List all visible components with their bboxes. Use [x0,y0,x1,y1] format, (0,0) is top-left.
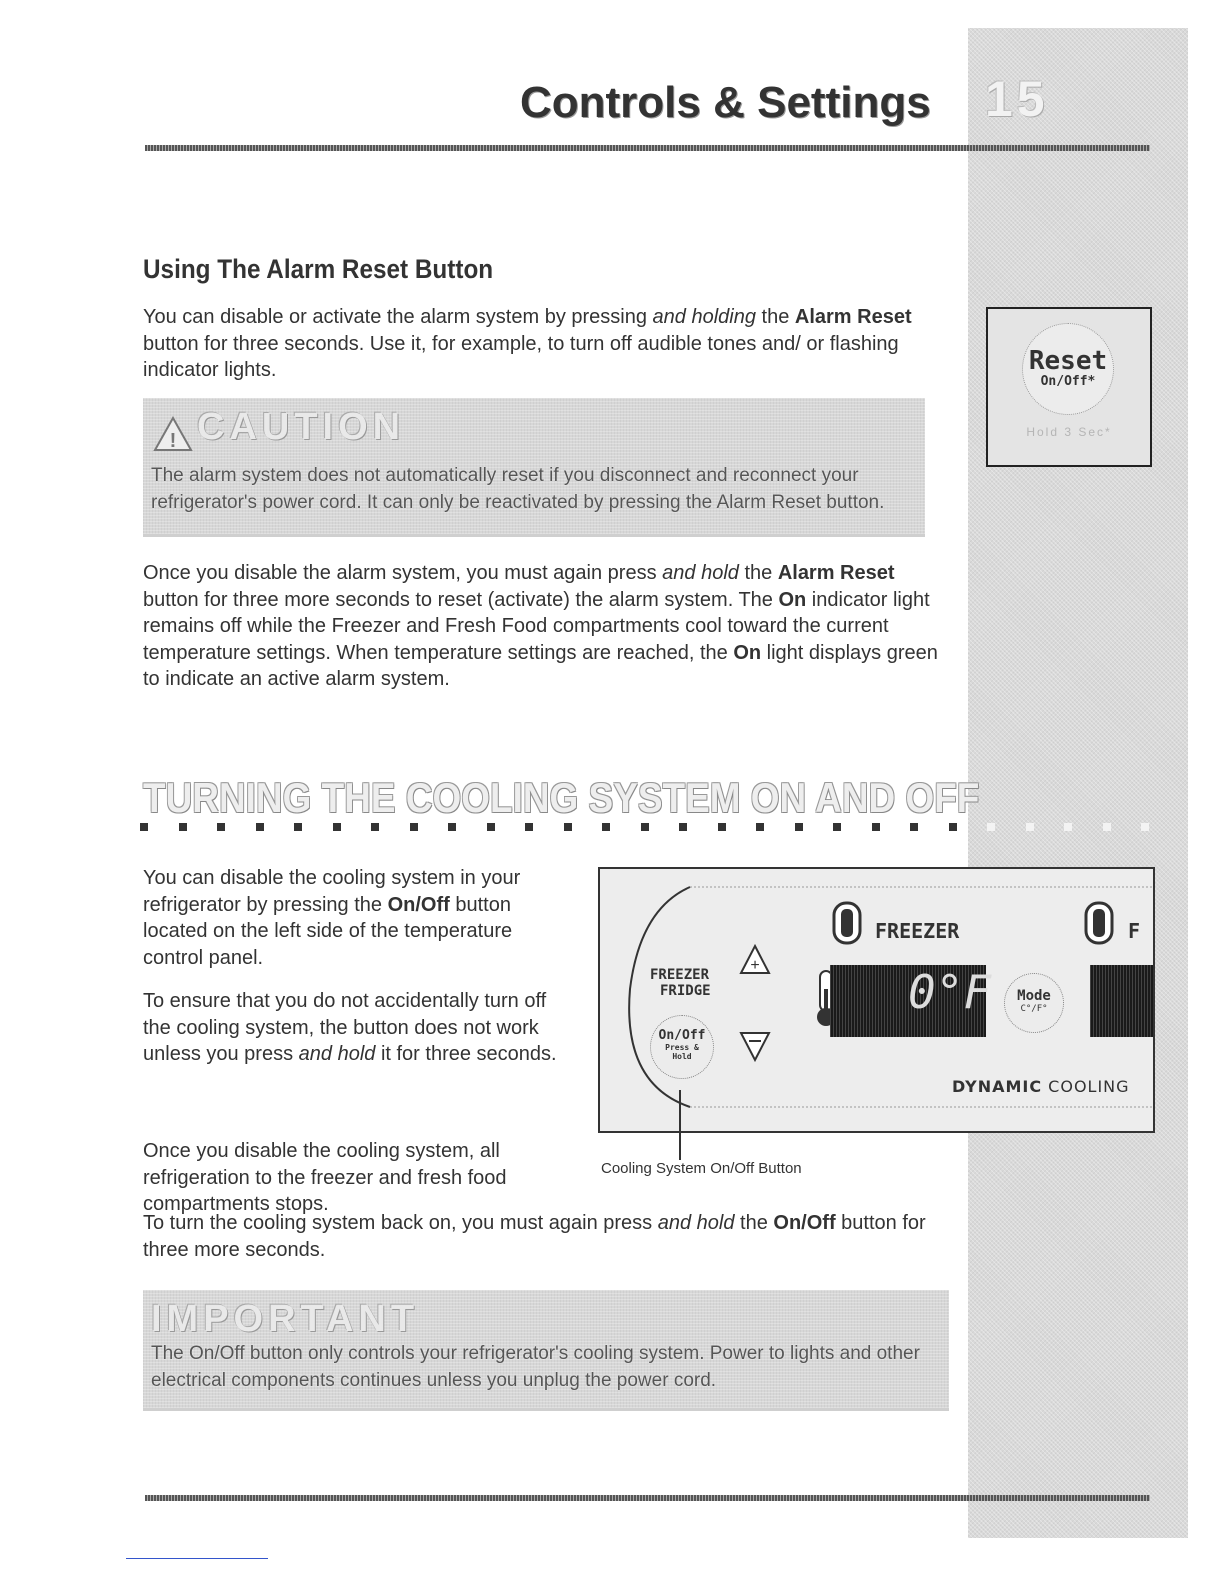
mode-label: Mode [1017,988,1051,1004]
mode-button [1004,973,1064,1033]
dotted-rule-square [448,823,456,831]
heading-dotted-rule [140,823,1160,833]
page-title: Controls & Settings [520,78,931,127]
temperature-up-icon [738,943,772,977]
page-number: 15 [985,71,1049,127]
dotted-rule-square [1141,823,1149,831]
dotted-rule-square [564,823,572,831]
cooling-paragraph-1: You can disable the cooling system in your refrigerator by pressing the On/Off button located on the left side of the temperature control panel. [143,867,521,969]
warning-triangle-icon [153,416,193,452]
dotted-rule-square [179,823,187,831]
temperature-display [830,965,992,1037]
svg-text:+: + [750,957,760,974]
onoff-sub-label: Press & [665,1043,699,1052]
cooling-section-heading: TURNING THE COOLING SYSTEM ON AND OFF [143,774,980,821]
display-value: 0°F [908,965,992,1019]
important-box [143,1290,949,1411]
dotted-rule-square [140,823,148,831]
dotted-rule-square [718,823,726,831]
dotted-rule-square [949,823,957,831]
dotted-rule-square [333,823,341,831]
freezer-select-label: FREEZER [650,967,710,983]
cooling-paragraph-2: To ensure that you do not accidentally turn off the cooling system, the button does not work unless you press and hold it for three seconds. [143,990,557,1065]
onoff-hold-label: Hold [672,1052,692,1061]
dotted-rule-square [1064,823,1072,831]
footer-rule [145,1495,1150,1501]
dotted-rule-square [256,823,264,831]
dotted-rule-square [679,823,687,831]
temperature-down-icon [738,1029,772,1063]
dotted-rule-square [910,823,918,831]
mode-sub-label: C°/F° [1020,1004,1048,1014]
dotted-rule-square [641,823,649,831]
dotted-rule-square [795,823,803,831]
alarm-second-paragraph: Once you disable the alarm system, you must again press and hold the Alarm Reset button for three more seconds to reset (activate) the alarm system. The On indicator light remains off while the Freezer and Fresh Food compartments cool toward the current temperature settings. When temperature settings are reached, the On light displays green to indicate an active alarm system. [143,562,938,690]
important-heading: IMPORTANT [151,1298,420,1340]
dotted-rule-square [1103,823,1111,831]
onoff-button [650,1015,714,1079]
dotted-rule-square [602,823,610,831]
dotted-rule-square [371,823,379,831]
fridge-dial-icon [1084,901,1114,945]
dotted-rule-square [410,823,418,831]
dynamic-cooling-label: DYNAMIC COOLING [952,1077,1130,1096]
alarm-intro-paragraph: You can disable or activate the alarm system by pressing and holding the Alarm Reset button for three seconds. Use it, for example, to turn off audible tones and/ or flashing indicator lights. [143,306,912,381]
callout-caption: Cooling System On/Off Button [601,1160,802,1177]
dotted-rule-square [217,823,225,831]
header-rule [145,145,1150,151]
reset-button-illustration [986,307,1152,467]
dotted-rule-square [756,823,764,831]
caution-box [143,398,925,537]
freezer-dial-icon [832,901,862,945]
page-sidebar-band [968,28,1188,1538]
dotted-rule-square [987,823,995,831]
callout-line [679,1090,681,1160]
dotted-rule-square [833,823,841,831]
onoff-label: On/Off [658,1028,706,1043]
important-text: The On/Off button only controls your refrigerator's cooling system. Power to lights and other electrical components continues unless you unplug the power cord. [151,1343,920,1391]
cooling-paragraph-4: To turn the cooling system back on, you must again press and hold the On/Off button for three more seconds. [143,1212,926,1261]
footer-link-line [126,1558,268,1559]
dotted-rule-square [525,823,533,831]
reset-label: Reset [1028,346,1108,376]
fridge-label-partial: F [1128,919,1141,943]
dotted-rule-square [1026,823,1034,831]
dotted-rule-square [294,823,302,831]
reset-hold-label: Hold 3 Sec* [1026,425,1112,439]
fridge-select-label: FRIDGE [660,983,711,999]
temperature-control-panel-illustration [598,867,1155,1133]
caution-text: The alarm system does not automatically reset if you disconnect and reconnect your refrigerator's power cord. It can only be reactivated by pressing the Alarm Reset button. [151,465,885,513]
freezer-label: FREEZER [875,919,960,943]
alarm-section-heading: Using The Alarm Reset Button [143,254,494,284]
caution-heading: CAUTION [197,406,406,448]
svg-text:!: ! [169,430,177,452]
reset-button-circle [1022,323,1114,415]
cooling-paragraph-3: Once you disable the cooling system, all refrigeration to the freezer and fresh food compartments stops. [143,1140,507,1215]
dotted-rule-square [487,823,495,831]
fridge-display-partial [1090,965,1153,1037]
dotted-rule-square [872,823,880,831]
reset-sub-label: On/Off* [1040,374,1096,389]
